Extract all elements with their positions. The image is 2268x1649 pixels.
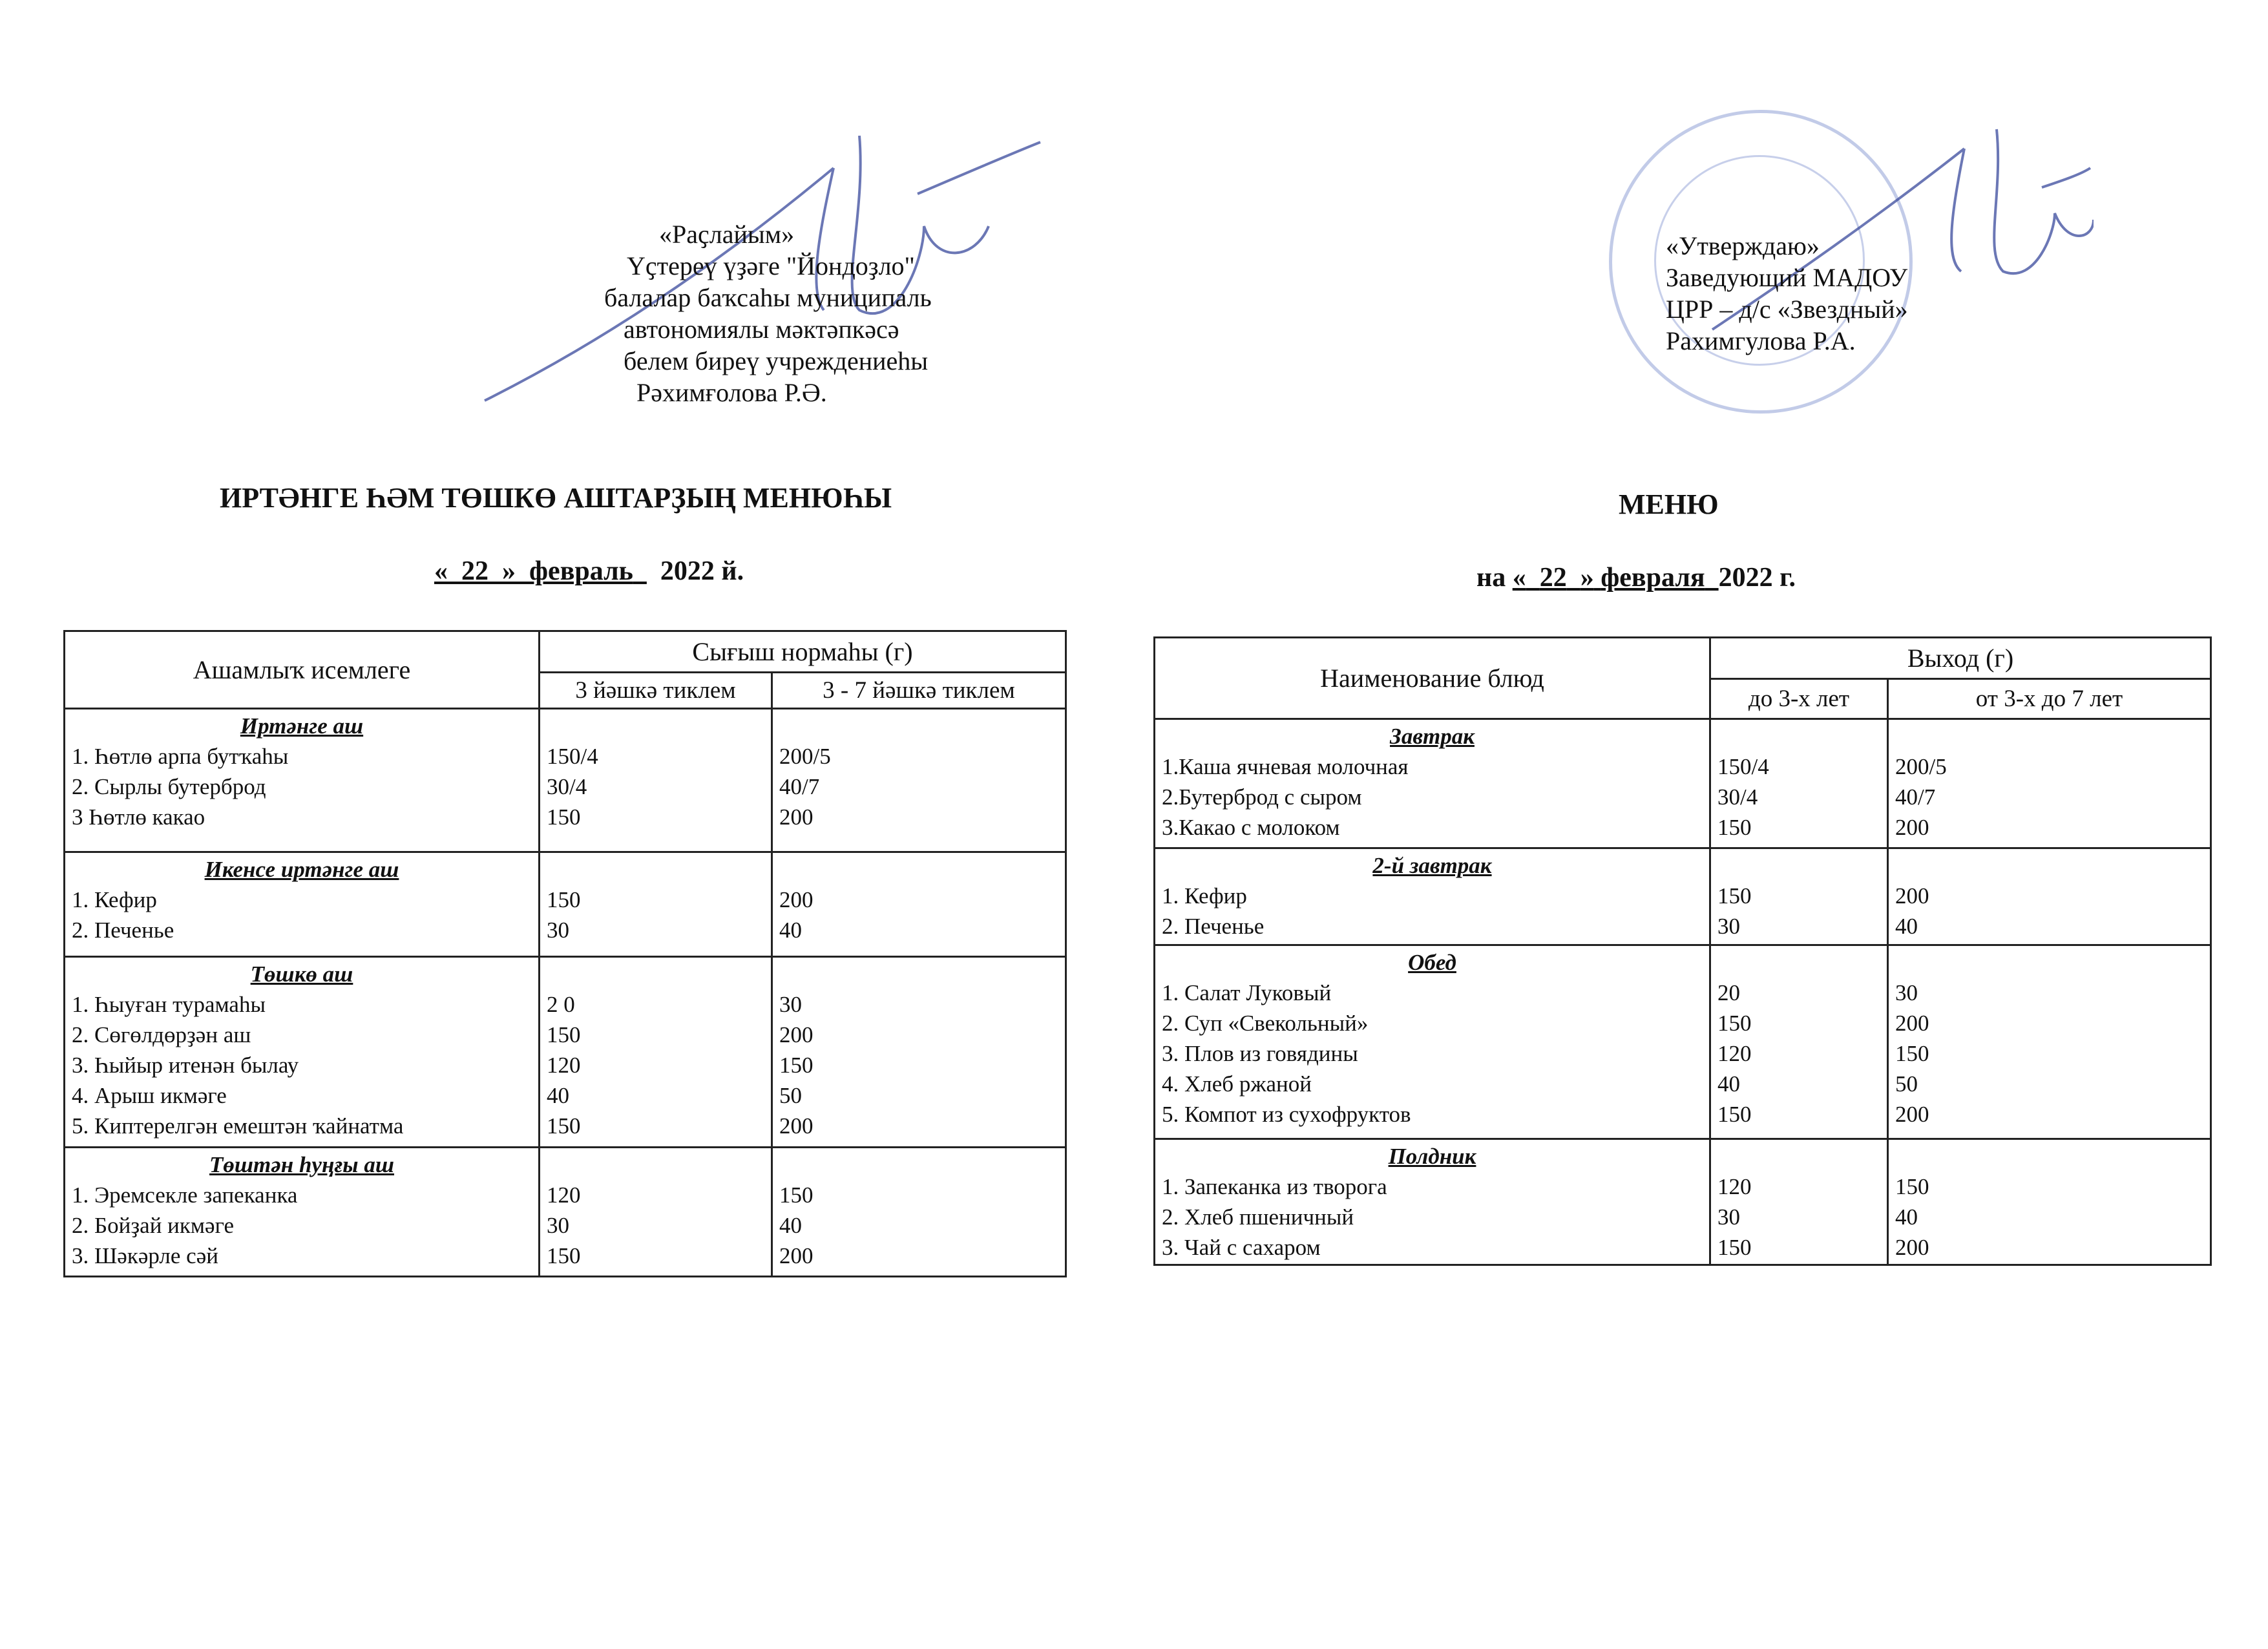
left-amount-cell-b xyxy=(772,709,1066,852)
right-section-row xyxy=(1155,848,2211,945)
left-amount-b: 200 xyxy=(779,887,814,912)
right-approval-line: Рахимгулова Р.А. xyxy=(1666,326,1856,355)
left-section-title: Иртәнге аш xyxy=(240,713,364,739)
right-menu-table xyxy=(1153,636,2212,1266)
left-dish: 2. Печенье xyxy=(72,918,174,943)
right-amount-b: 30 xyxy=(1895,980,1918,1005)
right-amount-cell-a xyxy=(1710,848,1888,945)
right-amount-a: 150 xyxy=(1717,1102,1752,1127)
right-amount-a: 120 xyxy=(1717,1174,1752,1199)
left-amount-a: 2 0 xyxy=(547,992,575,1017)
left-amount-a: 150/4 xyxy=(547,744,598,769)
left-date-year: 2022 й. xyxy=(660,556,744,586)
right-col-name-header: Наименование блюд xyxy=(1155,638,1710,719)
left-amount-b: 200 xyxy=(779,1243,814,1268)
right-approval-line: «Утверждаю» xyxy=(1666,231,1820,260)
right-dish: 1.Каша ячневая молочная xyxy=(1162,754,1409,779)
right-amount-cell-a xyxy=(1710,1139,1888,1265)
right-amount-b: 200 xyxy=(1895,1102,1929,1127)
right-amount-a: 150/4 xyxy=(1717,754,1769,779)
right-section-title: Обед xyxy=(1408,950,1456,975)
right-amount-a: 150 xyxy=(1717,1011,1752,1036)
left-section-row xyxy=(65,852,1066,957)
left-amount-a: 30 xyxy=(547,1213,569,1238)
right-section-title: 2-й завтрак xyxy=(1372,853,1492,878)
left-amount-cell-a xyxy=(540,709,772,852)
left-amount-a: 150 xyxy=(547,1113,581,1139)
left-date-month: февраль xyxy=(529,556,633,586)
left-amount-b: 50 xyxy=(779,1083,802,1108)
left-amount-a: 30 xyxy=(547,918,569,943)
left-section-cell xyxy=(65,957,540,1148)
right-date-open: « xyxy=(1512,563,1526,593)
left-amount-b: 150 xyxy=(779,1053,814,1078)
left-dish: 5. Киптерелгән емештән ҡайнатма xyxy=(72,1113,404,1139)
left-amount-a: 150 xyxy=(547,804,581,830)
left-section-row xyxy=(65,1148,1066,1277)
left-amount-a: 40 xyxy=(547,1083,569,1108)
left-approval-line: автономиялы мәктәпкәсә xyxy=(624,315,899,344)
right-amount-b: 40 xyxy=(1895,1204,1918,1230)
right-dish: 4. Хлеб ржаной xyxy=(1162,1071,1312,1097)
right-dish: 5. Компот из сухофруктов xyxy=(1162,1102,1411,1127)
right-amount-cell-a xyxy=(1710,719,1888,848)
left-approval-line: «Раҫлайым» xyxy=(659,220,795,249)
left-approval-line: Үҫтереү үҙәге "Йондоҙло" xyxy=(627,251,915,280)
right-page-title: МЕНЮ xyxy=(1619,488,1719,520)
right-amount-a: 150 xyxy=(1717,1235,1752,1260)
left-amount-a: 150 xyxy=(547,1022,581,1047)
right-col-a-header: до 3-х лет xyxy=(1710,679,1888,719)
right-amount-a: 120 xyxy=(1717,1041,1752,1066)
right-amount-b: 40 xyxy=(1895,914,1918,939)
right-amount-b: 200 xyxy=(1895,815,1929,840)
left-dish: 1. Эремсекле запеканка xyxy=(72,1182,298,1208)
left-amount-b: 200 xyxy=(779,1022,814,1047)
left-amount-b: 200 xyxy=(779,1113,814,1139)
left-dish: 2. Сырлы бутерброд xyxy=(72,774,266,799)
right-date-close: » xyxy=(1580,563,1594,593)
right-approval-line: Заведующий МАДОУ xyxy=(1666,263,1908,292)
left-amount-b: 200 xyxy=(779,804,814,830)
left-col-a-header: 3 йәшкә тиклем xyxy=(540,673,772,709)
left-dish: 3. Шәкәрле сәй xyxy=(72,1243,218,1268)
left-amount-cell-a xyxy=(540,852,772,957)
right-amount-cell-b xyxy=(1888,848,2211,945)
right-dish: 1. Кефир xyxy=(1162,883,1247,909)
right-dish: 1. Салат Луковый xyxy=(1162,980,1332,1005)
right-amount-a: 150 xyxy=(1717,883,1752,909)
left-page-title: ИРТӘНГЕ ҺӘМ ТӨШКӨ АШТАРҘЫҢ МЕНЮҺЫ xyxy=(220,482,892,514)
right-amount-a: 150 xyxy=(1717,815,1752,840)
right-amount-a: 30 xyxy=(1717,914,1740,939)
left-amount-cell-a xyxy=(540,957,772,1148)
right-section-row xyxy=(1155,945,2211,1139)
left-menu-table xyxy=(63,630,1067,1277)
right-dish: 2. Хлеб пшеничный xyxy=(1162,1204,1354,1230)
right-approval-line: ЦРР – д/с «Звездный» xyxy=(1666,295,1908,324)
left-dish: 1. Һыуған турамаһы xyxy=(72,992,266,1017)
left-date-open: « xyxy=(434,556,448,586)
right-section-cell xyxy=(1155,848,1710,945)
right-amount-a: 30 xyxy=(1717,1204,1740,1230)
left-amount-a: 150 xyxy=(547,887,581,912)
right-amount-a: 40 xyxy=(1717,1071,1740,1097)
right-dish: 2.Бутерброд с сыром xyxy=(1162,784,1362,810)
right-date xyxy=(1476,562,1796,593)
left-amount-b: 200/5 xyxy=(779,744,831,769)
left-date-day: 22 xyxy=(461,556,488,586)
right-amount-b: 150 xyxy=(1895,1041,1929,1066)
left-date-close: » xyxy=(502,556,516,586)
right-amount-b: 200 xyxy=(1895,1235,1929,1260)
right-dish: 1. Запеканка из творога xyxy=(1162,1174,1387,1199)
left-dish: 2. Бойҙай икмәге xyxy=(72,1213,235,1238)
right-amount-cell-b xyxy=(1888,719,2211,848)
left-amount-cell-b xyxy=(772,957,1066,1148)
left-amount-b: 30 xyxy=(779,992,802,1017)
right-amount-b: 200/5 xyxy=(1895,754,1947,779)
left-section-row xyxy=(65,709,1066,852)
left-dish: 1. Кефир xyxy=(72,887,157,912)
left-approval-line: Рәхимғолова Р.Ә. xyxy=(636,378,827,407)
right-date-year: 2022 г. xyxy=(1718,563,1796,593)
left-section-cell xyxy=(65,1148,540,1277)
right-date-day: 22 xyxy=(1539,563,1567,593)
right-amount-cell-b xyxy=(1888,945,2211,1139)
right-section-cell xyxy=(1155,945,1710,1139)
right-section-cell xyxy=(1155,719,1710,848)
right-amount-cell-a xyxy=(1710,945,1888,1139)
left-amount-cell-b xyxy=(772,1148,1066,1277)
right-amount-b: 200 xyxy=(1895,1011,1929,1036)
right-amount-b: 150 xyxy=(1895,1174,1929,1199)
right-amount-a: 30/4 xyxy=(1717,784,1758,810)
right-dish: 2. Суп «Свекольный» xyxy=(1162,1011,1369,1036)
left-amount-cell-b xyxy=(772,852,1066,957)
left-dish: 2. Сөгөлдөрҙән аш xyxy=(72,1022,251,1047)
left-section-cell xyxy=(65,709,540,852)
right-date-month: февраля xyxy=(1601,563,1705,593)
left-amount-a: 120 xyxy=(547,1053,581,1078)
right-section-cell xyxy=(1155,1139,1710,1265)
right-section-row xyxy=(1155,719,2211,848)
left-amount-a: 120 xyxy=(547,1182,581,1208)
left-amount-cell-a xyxy=(540,1148,772,1277)
left-dish: 3 Һөтлө какао xyxy=(72,804,205,830)
right-dish: 3.Какао с молоком xyxy=(1162,815,1340,840)
right-section-title: Полдник xyxy=(1388,1144,1476,1169)
left-approval-line: балалар баҡсаһы муниципаль xyxy=(604,283,932,312)
left-amount-b: 150 xyxy=(779,1182,814,1208)
left-amount-b: 40 xyxy=(779,918,802,943)
left-dish: 3. Һыйыр итенән былау xyxy=(72,1053,299,1078)
left-amount-a: 150 xyxy=(547,1243,581,1268)
right-amount-cell-b xyxy=(1888,1139,2211,1265)
right-amount-b: 50 xyxy=(1895,1071,1918,1097)
right-col-b-header: от 3-х до 7 лет xyxy=(1888,679,2211,719)
left-dish: 1. Һөтлө арпа бутҡаһы xyxy=(72,744,289,769)
right-approval-block xyxy=(1666,230,1908,357)
left-approval-line: белем биреү учреждениеһы xyxy=(624,346,929,375)
left-section-title: Төштән һуңғы аш xyxy=(209,1152,394,1177)
right-amount-b: 40/7 xyxy=(1895,784,1936,810)
left-section-title: Төшкө аш xyxy=(250,961,353,987)
left-approval-block xyxy=(604,218,932,408)
left-col-group-header: Сығыш нормаһы (г) xyxy=(540,631,1066,673)
left-dish: 4. Арыш икмәге xyxy=(72,1083,227,1108)
right-col-group-header: Выход (г) xyxy=(1710,638,2211,679)
right-dish: 2. Печенье xyxy=(1162,914,1265,939)
right-section-title: Завтрак xyxy=(1390,724,1475,749)
left-amount-b: 40/7 xyxy=(779,774,820,799)
left-amount-a: 30/4 xyxy=(547,774,587,799)
left-col-name-header: Ашамлыҡ исемлеге xyxy=(65,631,540,709)
left-col-b-header: 3 - 7 йәшкә тиклем xyxy=(772,673,1066,709)
left-date xyxy=(434,556,744,587)
right-date-prefix: на xyxy=(1476,563,1506,593)
right-amount-b: 200 xyxy=(1895,883,1929,909)
right-dish: 3. Чай с сахаром xyxy=(1162,1235,1321,1260)
right-dish: 3. Плов из говядины xyxy=(1162,1041,1358,1066)
left-section-row xyxy=(65,957,1066,1148)
right-section-row xyxy=(1155,1139,2211,1265)
left-section-title: Икенсе иртәнге аш xyxy=(204,857,399,882)
left-section-cell xyxy=(65,852,540,957)
left-amount-b: 40 xyxy=(779,1213,802,1238)
right-amount-a: 20 xyxy=(1717,980,1740,1005)
